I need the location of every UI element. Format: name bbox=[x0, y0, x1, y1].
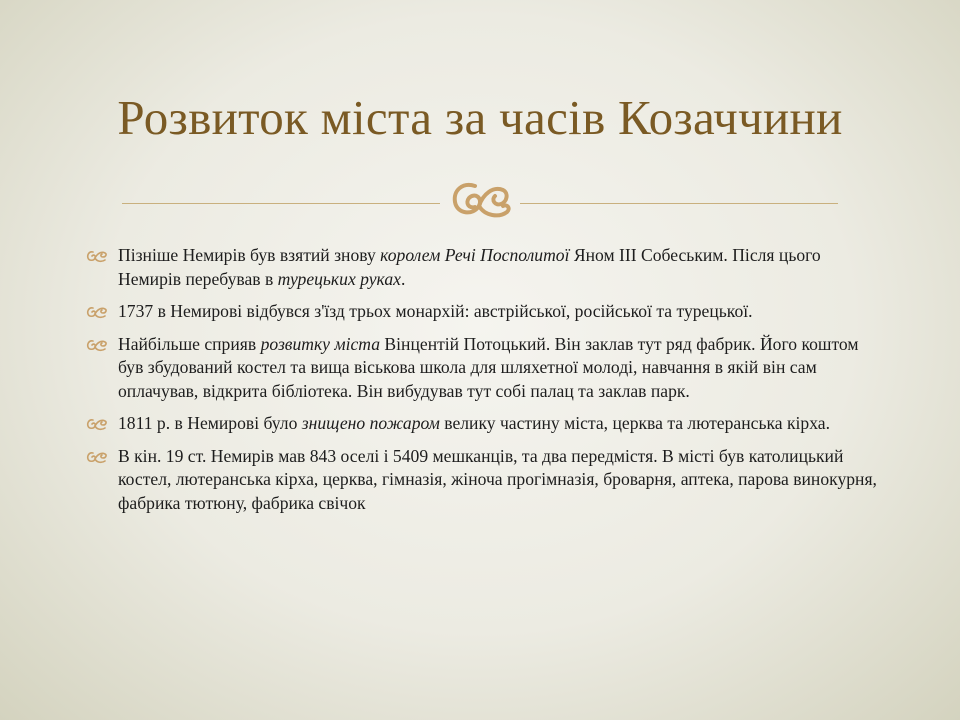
bullet-text bbox=[118, 245, 821, 289]
divider-line-left bbox=[122, 203, 440, 204]
italic-text: турецьких руках bbox=[277, 268, 401, 289]
bullet-item bbox=[86, 244, 886, 291]
bullet-text bbox=[118, 413, 830, 433]
italic-text: розвитку міста bbox=[260, 333, 381, 354]
text-segment: Найбільше сприяв bbox=[118, 333, 261, 354]
curl-flourish-icon bbox=[86, 305, 108, 319]
italic-text: знищено пожаром bbox=[301, 413, 440, 433]
curl-flourish-icon bbox=[86, 338, 108, 352]
curl-flourish-icon bbox=[86, 450, 108, 464]
text-segment: 1811 р. в Немирові було bbox=[118, 413, 302, 433]
bullet-text bbox=[118, 334, 859, 401]
text-segment: велику частину міста, церква та лютеранська кірха. bbox=[439, 413, 830, 433]
bullet-item bbox=[86, 412, 886, 436]
text-segment: Вінцентій Потоцький. Він заклав тут ряд фабрик. Його коштом був збудований костел та вища віськова школа для шляхетної молоді, навчання в якій він сам оплачував, відкрита бібліотека. Він вибудував тут собі палац та заклав парк. bbox=[118, 333, 859, 401]
bullet-item bbox=[86, 333, 886, 404]
curl-flourish-icon bbox=[86, 417, 108, 431]
bullet-text bbox=[118, 446, 877, 513]
title-divider bbox=[122, 176, 838, 220]
text-segment: В кін. 19 ст. Немирів мав 843 оселі і 5409 мешканців, та два передмістя. В місті був католицький костел, лютеранська кірха, церква, гімназія, жіноча прогімназія, броварня, аптека, парова винокурня, фабрика тютюну, фабрика свічок bbox=[118, 445, 877, 513]
slide-title: Розвиток міста за часів Козаччини bbox=[117, 90, 843, 145]
bullet-list bbox=[86, 244, 886, 524]
text-segment: Пізніше Немирів був взятий знову bbox=[118, 245, 381, 265]
bullet-item bbox=[86, 300, 886, 324]
curl-flourish-icon bbox=[86, 249, 108, 263]
flourish-ornament-icon bbox=[445, 176, 515, 220]
bullet-item bbox=[86, 445, 886, 516]
text-segment: 1737 в Немирові відбувся з'їзд трьох монархій: австрійської, російської та турецької. bbox=[118, 301, 753, 321]
text-segment: . bbox=[400, 268, 406, 289]
bullet-text bbox=[118, 301, 753, 321]
divider-line-right bbox=[520, 203, 838, 204]
text-segment: Яном ІІІ Собеським. Після цього Немирів перебував в bbox=[118, 245, 821, 289]
italic-text: королем Речі Посполитої bbox=[380, 245, 570, 265]
